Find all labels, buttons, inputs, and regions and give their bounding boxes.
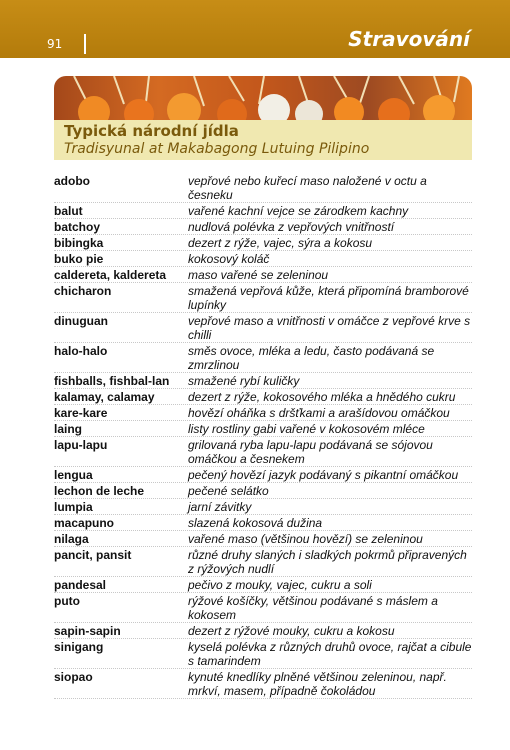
- dish-name: lapu-lapu: [54, 438, 108, 452]
- dish-description: pečené selátko: [188, 484, 269, 498]
- dish-name: dinuguan: [54, 314, 108, 328]
- dish-description: nudlová polévka z vepřových vnitřností: [188, 220, 395, 234]
- dish-description: dezert z rýžové mouky, cukru a kokosu: [188, 624, 395, 638]
- dish-name: buko pie: [54, 252, 104, 266]
- dish-name: puto: [54, 594, 80, 608]
- glossary-row: [54, 405, 472, 421]
- dish-name: bibingka: [54, 236, 104, 250]
- glossary-row: [54, 373, 472, 389]
- glossary-row: [54, 467, 472, 483]
- glossary-row: [54, 593, 472, 623]
- subheading: Tradisyunal at Makabagong Lutuing Pilipino: [64, 141, 370, 157]
- dish-name: fishballs, fishbal-lan: [54, 374, 170, 388]
- dish-description: grilovaná ryba lapu-lapu podávaná se sójovou omáčkou a česnekem: [188, 438, 433, 466]
- dish-description: jarní závitky: [188, 500, 252, 514]
- dish-description: smažené rybí kuličky: [188, 374, 300, 388]
- dish-description: vařené kachní vejce se zárodkem kachny: [188, 204, 409, 218]
- glossary-row: [54, 515, 472, 531]
- food-photo-banner: [54, 76, 472, 120]
- dish-name: macapuno: [54, 516, 115, 530]
- glossary-row: [54, 577, 472, 593]
- dish-description: různé druhy slaných i sladkých pokrmů připravených z rýžových nudlí: [188, 548, 467, 576]
- dish-name: lechon de leche: [54, 484, 145, 498]
- dish-description: dezert z rýže, vajec, sýra a kokosu: [188, 236, 373, 250]
- dish-name: caldereta, kaldereta: [54, 268, 167, 282]
- glossary-row: [54, 389, 472, 405]
- dish-description: dezert z rýže, kokosového mléka a hnědého cukru: [188, 390, 456, 404]
- glossary-row: [54, 343, 472, 373]
- dish-name: pancit, pansit: [54, 548, 132, 562]
- glossary-row: [54, 531, 472, 547]
- glossary-row: [54, 203, 472, 219]
- glossary-row: [54, 173, 472, 203]
- dish-description: vepřové maso a vnitřnosti v omáčce z vepřové krve s chilli: [188, 314, 471, 342]
- glossary-row: [54, 267, 472, 283]
- dish-description: listy rostliny gabi vařené v kokosovém mléce: [188, 422, 425, 436]
- title-box: [54, 120, 472, 160]
- dish-description: smažená vepřová kůže, která připomíná bramborové lupínky: [188, 284, 469, 312]
- dish-description: vepřové nebo kuřecí maso naložené v octu a česneku: [188, 174, 427, 202]
- dish-name: sinigang: [54, 640, 104, 654]
- dish-name: laing: [54, 422, 83, 436]
- glossary-row: [54, 219, 472, 235]
- dish-name: chicharon: [54, 284, 112, 298]
- glossary-row: [54, 313, 472, 343]
- header-divider: [84, 34, 86, 54]
- dish-name: halo-halo: [54, 344, 108, 358]
- dish-name: pandesal: [54, 578, 107, 592]
- dish-description: pečený hovězí jazyk podávaný s pikantní omáčkou: [188, 468, 459, 482]
- glossary-row: [54, 437, 472, 467]
- dish-name: balut: [54, 204, 83, 218]
- glossary-row: [54, 499, 472, 515]
- dish-name: sapin-sapin: [54, 624, 121, 638]
- dish-description: kynuté knedlíky plněné většinou zeleninou, např. mrkví, masem, případně čokoládou: [188, 670, 447, 698]
- heading: Typická národní jídla: [64, 122, 239, 140]
- glossary-row: [54, 483, 472, 499]
- glossary-row: [54, 283, 472, 313]
- glossary-row: [54, 235, 472, 251]
- dish-description: rýžové košíčky, většinou podávané s máslem a kokosem: [188, 594, 438, 622]
- glossary-list: [54, 173, 472, 699]
- dish-name: siopao: [54, 670, 93, 684]
- section-title: Stravování: [348, 27, 470, 51]
- glossary-row: [54, 639, 472, 669]
- dish-description: vařené maso (většinou hovězí) se zeleninou: [188, 532, 423, 546]
- glossary-row: [54, 547, 472, 577]
- dish-name: lumpia: [54, 500, 93, 514]
- dish-description: maso vařené se zeleninou: [188, 268, 329, 282]
- dish-description: kyselá polévka z různých druhů ovoce, rajčat a cibule s tamarindem: [188, 640, 472, 668]
- dish-description: slazená kokosová dužina: [188, 516, 323, 530]
- glossary-row: [54, 669, 472, 699]
- page-number: 91: [47, 37, 63, 51]
- dish-description: hovězí oháňka s dršťkami a arašídovou omáčkou: [188, 406, 450, 420]
- dish-name: kare-kare: [54, 406, 108, 420]
- glossary-row: [54, 251, 472, 267]
- dish-name: kalamay, calamay: [54, 390, 155, 404]
- dish-description: směs ovoce, mléka a ledu, často podávaná se zmrzlinou: [188, 344, 435, 372]
- glossary-row: [54, 623, 472, 639]
- dish-description: pečivo z mouky, vajec, cukru a soli: [188, 578, 372, 592]
- dish-description: kokosový koláč: [188, 252, 270, 266]
- dish-name: adobo: [54, 174, 90, 188]
- dish-name: lengua: [54, 468, 93, 482]
- glossary-row: [54, 421, 472, 437]
- dish-name: batchoy: [54, 220, 101, 234]
- dish-name: nilaga: [54, 532, 89, 546]
- page-header: [0, 0, 510, 58]
